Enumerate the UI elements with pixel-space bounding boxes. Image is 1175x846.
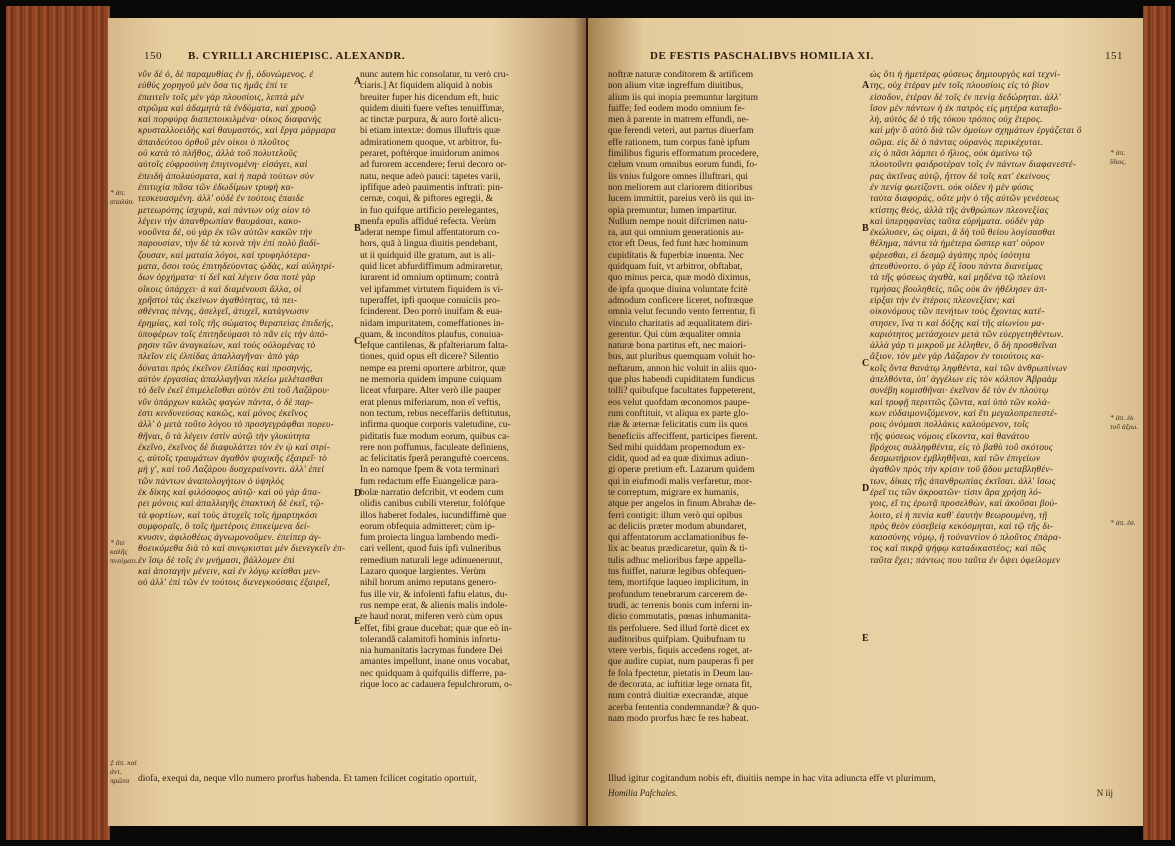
right-marker-d: D <box>862 483 870 494</box>
text-line: της, οὐχ ἑτέραν μὲν τοῖς πλουσίοις εἰς τὸ βίον <box>870 81 1050 92</box>
right-margin-note-3: * ἀπ. ἐσ. <box>1110 518 1136 527</box>
text-line: τος καὶ πικρᾷ ψήφῳ καταδικαστέος; καὶ πῶς <box>870 544 1047 555</box>
text-line: tolerandâ calamitofi hominis infortu- <box>360 634 501 645</box>
text-line: fuiffe; fed eodem modo omnium fe- <box>608 103 745 114</box>
text-line: ἐπαιτεῖν τοῖς μὲν γὰρ πλουσίοις, λεπτὰ μὲν <box>138 92 305 103</box>
text-line: cupiditatis & fuperbiæ inuenta. Nec <box>608 250 744 261</box>
text-line: illos haberet fodales, iucundiffimè que <box>360 510 507 521</box>
right-bottom-line: Illud igitur cogitandum nobis eft, diuitiis nempe in hac vita adiuncta effe vt plurimum, <box>608 774 936 784</box>
text-line: quidem diuiti fuere veftes tenuiffimæ, <box>360 103 505 114</box>
text-line: ς, αὐτοῖς τραυμάτων ἀγαθὸν ψυχικῆς ἐξαιρεῖ· τὸ <box>138 454 328 465</box>
text-line: In eo namque fpem & vota terminarì <box>360 465 500 476</box>
text-line: θοεικόμεθα διὰ τὸ καὶ συνῳκισται μὲν διενεγκεῖν ἐπ- <box>138 544 346 555</box>
text-line: tuperaffet, ipfi quoque conuiciis pro- <box>360 295 500 306</box>
text-line: ροις ὀνόμασι πολλάκις καλούμενον, τοῖς <box>870 420 1029 431</box>
text-line: καὶ τρυφῇ περιττῶς ζῶντα, καὶ ὑπὸ τῶν κολά- <box>870 397 1051 408</box>
text-line: νῦν δὲ ὁ, δὲ παραμυθίας ἐν ᾗ, ὁδυνώμενος. ἐ <box>138 70 314 80</box>
text-line: κτίστης θεός, ἀλλὰ τῆς ἀνθρώπων πλεονεξίας <box>870 205 1049 216</box>
text-line: non meliorem aut clariorem ditioribus <box>608 182 753 193</box>
text-line: cælum vnum omnibus eorum fundi, fo- <box>608 160 758 171</box>
text-line: auditoribus quifpiam. Quibufnam tu <box>608 634 746 645</box>
text-line: te correptum, migrare ex humanis, <box>608 487 739 498</box>
text-line: vinculo charitatis ad æqualitatem diri- <box>608 318 753 329</box>
text-line: Lazaro quoque largientes. Verùm <box>360 567 486 578</box>
text-line: erat plenus miferiarum, non eî veftis, <box>360 397 501 408</box>
text-line: των, δίκας τῆς ἀπανθρωπίας ἐκτῖσαι. ἀλλ' ἴσως <box>870 476 1056 487</box>
text-line: φέρεσθαι, εἰ δεσμῷ ἀγάπης πρὸς ἰσότητα <box>870 250 1031 261</box>
text-line: liceat vfurpare. Alter verò ille pauper <box>360 386 501 397</box>
text-line: fcinderent. Deo porrò inuifam & eua- <box>360 307 503 318</box>
text-line: eorum obfequia admitteret; cùm ip- <box>360 521 496 532</box>
text-line: men à parente in matrem effundi, ne- <box>608 115 749 126</box>
left-page <box>108 18 586 826</box>
text-line: ἐκώλυσεν, ὡς οἶμαι, ἃ δὴ τοῦ θείου λογίσασθαι <box>870 228 1056 239</box>
text-line: quidquam fuit, vt arbitror, obftabat, <box>608 262 743 273</box>
text-line: ac deliciis præter modum abundaret, <box>608 521 747 532</box>
text-line: dicio commutatis, pœnas inhumanita- <box>608 612 752 623</box>
text-line: τιμήσας βουληθεὶς, πῶς οὐκ ἂν ἠθέλησεν ἀπ- <box>870 284 1048 295</box>
text-line: ὑποφέρων τοῖς ἐπιτηδεύμασι τὸ πᾶν εἰς τὴν ἀπό- <box>138 329 329 340</box>
text-line: tiones, quid opus eft dicere? Silentio <box>360 352 499 363</box>
text-line: rum conftituit, vt aliqua ex parte glo- <box>608 408 749 419</box>
text-line: παρουσίαν, τὴν δὲ τὰ κοινὰ τὴν ἐπί πολὺ βαδί- <box>138 239 320 250</box>
text-line: τὸ δεῖν ἐκεῖ ἐπιμελεῖσθαι αὐτὸν ἐπὶ τοῦ Λαζάρου· <box>138 386 330 397</box>
left-latin-column <box>360 70 576 770</box>
text-line: quo minus perca, quæ modò diximus, <box>608 273 751 284</box>
right-catchword: Homilia Pafchales. <box>608 788 678 798</box>
text-line: ἐπειδὴ ἀπολαύσματα, καὶ ἡ παρὰ τούτων σὺν <box>138 171 314 182</box>
text-line: quid licet abfurdiffimum admiraretur, <box>360 262 503 273</box>
right-margin-note-1: * ἀπ. ἴδιος. <box>1110 148 1127 166</box>
text-line: ἀπευθύνοιτο. ὁ γὰρ ἐξ ἴσου πάντα διανείμας <box>870 262 1043 273</box>
book-edge-right <box>1143 6 1171 840</box>
right-latin-column <box>608 70 860 770</box>
text-line: οἴκοις ὑπάρχει· ἀ καὶ διαμένουσι ἄλλα, οἱ <box>138 284 302 295</box>
text-line: λοιτο, εἰ ἡ πενία καθ' ἑαυτὴν θεωρουμένη, τῇ <box>870 510 1048 521</box>
text-line: tulis adhuc melioribus fæpe appella- <box>608 555 747 566</box>
text-line: σθέντας πένης, ἀσελγεῖ, ἀτυχεῖ, κατάγνωσιν <box>138 307 309 318</box>
text-line: δεσμωτήριον ἐμβληθῆναι, καὶ τῶν ἐπιγείων <box>870 454 1041 465</box>
text-line: iurarent id omnium optimum; contrà <box>360 273 499 284</box>
text-line: piditatis fuæ modum eorum, quibus ca- <box>360 431 510 442</box>
text-line: στησεν, ἵνα τι καὶ δόξης καὶ τῆς αἰωνίου μα- <box>870 318 1045 329</box>
text-line: Nullum nempe nouit difcrimen natu- <box>608 216 748 227</box>
text-line: ciaris.] At fiquidem aliquid à nobis <box>360 81 493 92</box>
text-line: ρας ἀκτῖνας αὐτῷ, ἧττον δὲ τοῖς κατ' ἐκείνους <box>870 171 1050 182</box>
text-line: tus fuiffet, naturæ legibus obfequen- <box>608 567 747 578</box>
text-line: γοις, εἴ τις ἐρωτᾷ προσελθὼν, καὶ ἀκοῦσαι βού- <box>870 499 1058 510</box>
text-line: δων ὀρχήματα· τί δεῖ καὶ λέγειν ὅσα ποτὲ γὰρ <box>138 273 316 284</box>
text-line: rus nempe erat, & alienis malis indole- <box>360 600 508 611</box>
text-line: ut ii quidquid ille gratum, aut is ali- <box>360 250 496 261</box>
text-line: Sed mihi quiddam propemodum ex- <box>608 442 746 453</box>
text-line: opia premuntur, lumen impartitur. <box>608 205 737 216</box>
left-margin-note-3: ‡ ἀπ. καὶ ἀντ. πρῶτα <box>110 758 137 785</box>
text-line: trudi, ac terrenis bonis cum inferni in- <box>608 600 753 611</box>
left-page-title: B. CYRILLI ARCHIEPISC. ALEXANDR. <box>188 50 406 62</box>
text-line: tis perfoluere. Sed illud fortè dicet ex <box>608 623 750 634</box>
text-line: nam modo prorfus hæc fe res habeat. <box>608 713 749 724</box>
right-page-title: DE FESTIS PASCHALIBVS HOMILIA XI. <box>650 50 874 62</box>
left-greek-column <box>138 70 352 770</box>
text-line: ρει μόνοις καὶ ἀπαλλαγῆς ἐπακτικὴ δὲ ἐκεῖ, τῷ- <box>138 499 325 510</box>
text-line: λὴ, αὐτὸς δὲ ὁ τῆς τόκου τρόπος οὐχ ἕτερος. <box>870 115 1043 126</box>
text-line: lix ac beatus prædicaretur, quin & ti- <box>608 544 748 555</box>
text-line: ταῦτα ἔχει; πάντως που ταῦτα ἐν ὄψει ὀφείλομεν <box>870 555 1061 566</box>
text-line: ad furorem accendere; ferui decoro or- <box>360 160 507 171</box>
text-line: κνυσιν, ἀφιλοθέως ἀγνωμονοῦμεν. ἐπείπερ ἀγ- <box>138 533 322 544</box>
text-line: ctor eft Deus, fed funt hæc hominum <box>608 239 749 250</box>
text-line: fum redactum effe Euangelicæ para- <box>360 476 499 487</box>
text-line: ἐν ἴσῳ δὲ τοῖς ἐν μνήμασι, βάλλομεν ἐπὶ <box>138 555 295 566</box>
text-line: cernæ, coqui, & piftores egregii, & <box>360 194 493 205</box>
text-line: ὡς ὅτι ἡ ἡμετέρας φύσεως δημιουργὸς καὶ τεχνί- <box>870 70 1061 80</box>
text-line: ἀλλ' ὁ μετὰ τοῦτο λόγου τὸ προσγεγράφθαι πορευ- <box>138 420 334 431</box>
text-line: gi operæ pretium eft. Lazarum quidem <box>608 465 755 476</box>
right-margin-note-2: * ἀπ. ἐκ τοῦ ἀξιω. <box>1110 413 1139 431</box>
text-line: effe rationem, tum corpus fanè ipfum <box>608 137 750 148</box>
left-bottom-line: diofa, exequi da, neque vllo numero prorfus habenda. Et tamen fcilicet cogitatio oportuit, <box>138 774 477 784</box>
text-line: ρησιν τῶν ἀναγκαίων, καὶ τοὺς οὐλομένας τὸ <box>138 341 316 352</box>
text-line: θέλημα, πάντα τὰ ἡμέτερα ὥσπερ κατ' οὖρον <box>870 239 1045 250</box>
text-line: εἰσοδον, ἑτέραν δὲ τοῖς ἐν πενίᾳ δεδώρηται. ἀλλ' <box>870 92 1061 103</box>
text-line: ac felicitatis fperâ peranguftè coercens. <box>360 454 510 465</box>
right-greek-column <box>870 70 1108 770</box>
right-page-number: 151 <box>1105 50 1123 62</box>
text-line: εὐθὺς χορηγοῦ μὲν ὅσα τις ἡμᾶς ἐπί τε <box>138 81 288 92</box>
text-line: ac tinctæ purpura, & auro fortè alicu- <box>360 115 502 126</box>
text-line: in fuo quifque artificio perelegantes, <box>360 205 499 216</box>
text-line: τῶν πάντων ἀναπολογήτων ὁ ὑψηλὸς <box>138 476 285 487</box>
text-line: ἀπαιδεύτου ὀρθοῦ μὲν οἶκοι ὁ πλοῦτος <box>138 137 290 148</box>
text-line: καὶ ὑπερηφανίας ταῦτα εὑρήματα. οὐδὲν γὰρ <box>870 216 1045 227</box>
text-line: nec quidquam à quifquilis differre, pa- <box>360 668 507 679</box>
text-line: noftræ naturæ conditorem & artificem <box>608 70 754 80</box>
text-line: re haud norat, miferen verò cùm opus <box>360 612 503 623</box>
text-line: νοοῦντα δὲ, οὐ γὰρ ἐκ τῶν αὐτῶν κακῶν τὴν <box>138 228 313 239</box>
text-line: ματα, ὅσοι τοὺς ἐπιτηδεύοντας ᾠδὰς, καὶ αὐλητρί- <box>138 262 336 273</box>
text-line: τεσκευασμένη. ἀλλ' οὐδὲ ἐν τούτοις ἐπαιδε <box>138 194 304 205</box>
right-signature-mark: N iij <box>1096 788 1113 798</box>
text-line: nia humanitatis lacrymas fundere Dei <box>360 646 503 657</box>
text-line: πλεῖον εἰς ἐλπίδας ἀπαλλαγῆναι· ἀπὸ γὰρ <box>138 352 300 363</box>
text-line: nihil horum animo reputans genero- <box>360 578 497 589</box>
text-line: profundum tenebrarum carcerem de- <box>608 589 748 600</box>
text-line: δύναται πρὸς ἐκεῖνον ἐλπίδας καὶ προσηνής, <box>138 363 313 374</box>
text-line: καὶ πορφύρᾳ διαπεποικιλμένα· οἶκος διαφανὴς <box>138 115 322 126</box>
text-line: βρόχοις συλληφθέντα, εἰς τὸ βαθὺ τοῦ σκότους <box>870 442 1053 453</box>
text-line: de ipfa quoque diuina voluntate fcitè <box>608 284 748 295</box>
text-line: οὐ ἀλλ' ἐπὶ τῶν ἐν τούτοις διενεγκούσαις ἐξαιρεῖ, <box>138 578 331 589</box>
text-line: naturæ bona partitus eft, nec maiori- <box>608 341 747 352</box>
text-line: ra, aut qui omnium generationis au- <box>608 228 744 239</box>
text-line: καὶ ἀποταγὴν μένειν, καὶ ἐν λόγῳ κείσθαι μεν- <box>138 567 321 578</box>
text-line: μετεωρότης ἰσχυρὰ, καὶ πάντων οὐχ οἷον τὸ <box>138 205 311 216</box>
text-line: ἴσον μὲν πάντων ἡ ἐκ πατρὸς εἰς μητέρα καταβο- <box>870 103 1062 114</box>
book-edge-left <box>6 6 110 840</box>
text-line: cari vellent, quod fuis ipfi vulneribus <box>360 544 501 555</box>
text-line: ἀγαθῶν πρὸς τὴν κρίσιν τοῦ ᾅδου μεταβληθέν- <box>870 465 1053 476</box>
left-margin-note-1: * ἀπ. σπαλάσ. <box>110 188 135 206</box>
text-line: ne memoria quidem impune cuiquam <box>360 375 502 386</box>
text-line: gerentur. Qui cùm æqualiter omnia <box>608 329 741 340</box>
text-line: κρυσταλλοειδὴς καὶ θαυμαστός, καὶ ἔργα μάρμαρα <box>138 126 336 137</box>
text-line: lucem immittit, pareius verò iis qui in- <box>608 194 755 205</box>
text-line: breuiter fuper his dicendum eft, huic <box>360 92 499 103</box>
text-line: fum proiecta lingua lambendo medi- <box>360 533 499 544</box>
text-line: μὴ γ', καὶ τοῦ Λαζάρου δυσχεραίνοντι. ἀλλ' ἐπεὶ <box>138 465 325 476</box>
text-line: alium iis qui inopia premuntur largitum <box>608 92 758 103</box>
text-line: ἀπελθόντα, ὑπ' ἀγγέλων εἰς τὸν κόλπον Ἀβραὰμ <box>870 375 1058 386</box>
text-line: αὐτὸν ἐργασίας ἀπαλλαγῆναι πλείω μελέτασθαι <box>138 375 323 386</box>
text-line: natu, neque adeò pauci: tapetes varii, <box>360 171 501 182</box>
text-line: κοῖς ὄντα θανάτῳ ληφθέντα, καὶ τῶν ἀνθρωπίνων <box>870 363 1068 374</box>
text-line: admodum conficere liceret, noftræque <box>608 295 754 306</box>
text-line: fimilibus figuris efformatum procedere, <box>608 149 759 160</box>
right-marker-a: A <box>862 80 870 91</box>
left-marker-a: A <box>354 76 362 87</box>
left-margin-note-2: * ὅτε καλῆς πνεύματι. <box>110 538 138 565</box>
text-line: peraret, poftérque inuidorum animos <box>360 149 500 160</box>
text-line: tolli? quibufque facultates fuppeterent, <box>608 386 756 397</box>
text-line: ἄξιον. τὸν μὲν γὰρ Λάζαρον ἐν τοιούτοις κα- <box>870 352 1045 363</box>
text-line: que plus habendi cupiditatem fundicus <box>608 375 755 386</box>
text-line: πλουτοῦντι φαιδροτέραν τοῖς ἐν πάντων διαφανεστέ- <box>870 160 1077 171</box>
text-line: effet, fibi graue ducebat; quæ que eò in- <box>360 623 512 634</box>
text-line: είρξαι τὴν ἐν ἑτέροις πλεονεξίαν; καὶ <box>870 295 1016 306</box>
text-line: ἐπιτυχία πᾶσα τῶν ἐδωδίμων τρυφὴ κα- <box>138 182 295 193</box>
text-line: amantes impellunt, inane onus vocabat, <box>360 657 510 668</box>
text-line: nidam impuritatem, comeffationes in- <box>360 318 504 329</box>
text-line: de decorata, ac iuftitiæ lege ornata fit, <box>608 680 753 691</box>
text-line: vtere verbis, fiquis accedens roget, at- <box>608 646 753 657</box>
text-line: menfa epulis affidué refecta. Verùm <box>360 216 497 227</box>
text-line: ipfífque adeò pauimentis inftrati: pin- <box>360 182 503 193</box>
text-line: riæ & æternæ felicitatis cum iis quos <box>608 420 748 431</box>
right-page <box>588 18 1143 826</box>
text-line: eos velut quofdam œconomos paupe- <box>608 397 750 408</box>
text-line: πρὸς θεὸν εὐσεβείᾳ κεκόσμηται, καὶ τῷ τῆς δι- <box>870 521 1054 532</box>
text-line: ζουσαν, καὶ ματαία λόγοι, καὶ τρυφηλότερα- <box>138 250 311 261</box>
text-line: bi etiam intextæ: domus illuftris quæ <box>360 126 501 137</box>
text-line: στρῶμα καὶ ἀδαμητὰ τὰ ἐνδύματα, καὶ χρυσῷ <box>138 103 317 114</box>
right-marker-c: C <box>862 358 870 369</box>
text-line: τὰ φορτίων, καὶ τοὺς ἀτυχεῖς τοῖς ἡμαρτηκόσι <box>138 510 318 521</box>
text-line: hors, quā à lingua diuitis pendebant, <box>360 239 498 250</box>
text-line: τῆς φύσεως νόμοις εἴκοντα, καὶ θανάτου <box>870 431 1030 442</box>
right-marker-e: E <box>862 633 869 644</box>
text-line: οἰκονόμους τῶν πενήτων τοὺς ἔχοντας κατέ- <box>870 307 1045 318</box>
text-line: χρῆστοὶ τὰς ἐκείνων ἀγαθότητας, τὰ πει- <box>138 295 298 306</box>
text-line: ἐρεῖ τις τῶν ἀκροατῶν· τίσιν ἄρα χρήσῃ λό- <box>870 487 1042 498</box>
text-line: κων εὐδαιμονιζόμενον, καὶ ἔτι μεγαλοπρεπεστέ- <box>870 408 1058 419</box>
text-line: bolæ narratio defcribit, vt eodem cum <box>360 487 504 498</box>
left-marker-b: B <box>354 223 361 234</box>
text-line: tem, mortifque laqueo implicitum, in <box>608 578 749 589</box>
text-line: lis vnius fulgore omnes illuftrari, qui <box>608 171 748 182</box>
right-marker-b: B <box>862 223 869 234</box>
text-line: fus ille vir, & infolenti faftu elatus, du- <box>360 589 508 600</box>
text-line: neftarum, annon hic voluit in aliis quo- <box>608 363 757 374</box>
text-line: nempe ea premi oportere arbitror, quæ <box>360 363 506 374</box>
text-line: καὶ μὴν ὃ αὐτὸ διὰ τῶν ὁμοίων σχημάτων ἐργάζεται ὃ <box>870 126 1082 137</box>
text-line: non alium vitæ ingreffum diuitibus, <box>608 81 744 92</box>
text-line: αὐτοῖς εὐφροσύνη ἐπιγινομένη· εἰσάγει, καὶ <box>138 160 308 171</box>
text-line: fe fola fpectetur, pietatis in Deum lau- <box>608 668 753 679</box>
text-line: συμφοραῖς, ὃ τοῖς ἡμετέροις ἐπικείμενα δεί- <box>138 521 311 532</box>
text-line: que ferendi veteri, aut partus diuerfam <box>608 126 754 137</box>
left-marker-c: C <box>354 336 362 347</box>
text-line: ferri contigit: illum verò qui opibus <box>608 510 743 521</box>
text-line: ἐστι κινδυνεύσας κακῶς, καὶ μόνος ἐκεῖνος <box>138 408 308 419</box>
text-line: καριότητος μετάσχοιεν μετὰ τῶν εὐεργετηθέντων. <box>870 329 1064 340</box>
text-line: λέγειν τὴν ἀπανθρωπίαν θαυμάσαι, κακο- <box>138 216 302 227</box>
text-line: συνέβη κομισθῆναι· ἐκεῖνον δὲ τὸν ἐν πλούτῳ <box>870 386 1049 397</box>
text-line: num contrà diuitiæ execrandæ, atque <box>608 691 749 702</box>
left-page-number: 150 <box>144 50 162 62</box>
text-line: τὰ τῆς φύσεως ἀγαθὰ, καὶ μηδένα τῷ πλείονι <box>870 273 1046 284</box>
text-line: olidis canibus cubili vteretur, folófque <box>360 499 505 510</box>
text-line: εἷς ὁ πᾶσι λάμπει ὁ ἥλιος, οὐκ ἀμείνω τῷ <box>870 149 1033 160</box>
text-line: aderat nempe fimul affentatorum co- <box>360 228 500 239</box>
left-marker-d: D <box>354 488 362 499</box>
text-line: rique loco ac cadauera fepulchrorum, o- <box>360 680 512 691</box>
text-line: omnia velut fecundo vento ferrentur, fi <box>608 307 756 318</box>
text-line: remedium naturali lege adinueneruut, <box>360 555 503 566</box>
text-line: atque per angelos in finum Abrahæ de- <box>608 499 756 510</box>
text-line: ἐρημίας, καὶ τοῖς τῆς σώματος θεραπείας ἐπιδεής, <box>138 318 334 329</box>
text-line: ἐκεῖνο, ἐκεῖνος δὲ διαφυλάττει τὸν ἐν ᾧ καὶ στρί- <box>138 442 331 453</box>
text-line: cidit, quod ad ea quæ diximus adiun- <box>608 454 749 465</box>
text-line: bus, aut pluribus quemquam voluit ho- <box>608 352 756 363</box>
text-line: vel ipfammet virtutem fiquidem is vi- <box>360 284 504 295</box>
text-line: que audire cupiat, num pauperas fi per <box>608 657 754 668</box>
text-line: rere non poffumus, faculeate definiens, <box>360 442 509 453</box>
text-line: ἀλλὰ γάρ τι μικροῦ με λέληθεν, ὃ δὴ προσθεῖναι <box>870 341 1058 352</box>
text-line: qui in eiufmodi malis verfaretur, mor- <box>608 476 752 487</box>
left-marker-e: E <box>354 616 361 627</box>
text-line: non tectum, rebus neceffariis deftitutus, <box>360 408 511 419</box>
text-line: νῦν ὑπάρχων καλῶς φαγὼν πάντα, ὁ δὲ παρ- <box>138 397 314 408</box>
text-line: οὐ κατὰ τὸ πλῆθος, ἀλλὰ τοῦ πολυτελοῦς <box>138 149 298 160</box>
text-line: infirma quoque corporis valetudine, cu- <box>360 420 511 431</box>
text-line: acerba fententia condemnandæ? & quo- <box>608 702 760 713</box>
text-line: lefque cantilenas, & pfalteriarum falta- <box>360 341 508 352</box>
text-line: qui affentatorum acclamationibus fe- <box>608 533 749 544</box>
text-line: beneficiis affeciffent, participes fierent. <box>608 431 758 442</box>
text-line: admirationem quoque, vt arbitror, fu- <box>360 137 502 148</box>
text-line: ἐν πενίᾳ φωτίζοντι. οὐκ οἶδεν ἡ μὲν φύσις <box>870 182 1034 193</box>
text-line: ταύτα διαφοράς, οὔτε μὴν ὁ τῆς αὐτῶν γενέσεως <box>870 194 1060 205</box>
text-line: καιοσύνης νόμῳ, ἢ τοὐναντίον ὁ πλοῦτος ἐπάρα- <box>870 533 1062 544</box>
text-line: σῶμα. εἷς δὲ ὁ πάντας οὐρανὸς περικέχυται. <box>870 137 1043 148</box>
text-line: θῆναι, ὃ τὰ λέγειν ἐστὶν αὐτῷ τὴν γλυκύτητα <box>138 431 311 442</box>
text-line: nunc autem hic consolatur, tu verò cru- <box>360 70 509 80</box>
text-line: quam, & incondítos plaufus, conuiua- <box>360 329 504 340</box>
text-line: ἐκ δίκης καὶ φιλόσοφος αὐτῷ· καὶ οὐ γὰρ ἄπα- <box>138 487 321 498</box>
